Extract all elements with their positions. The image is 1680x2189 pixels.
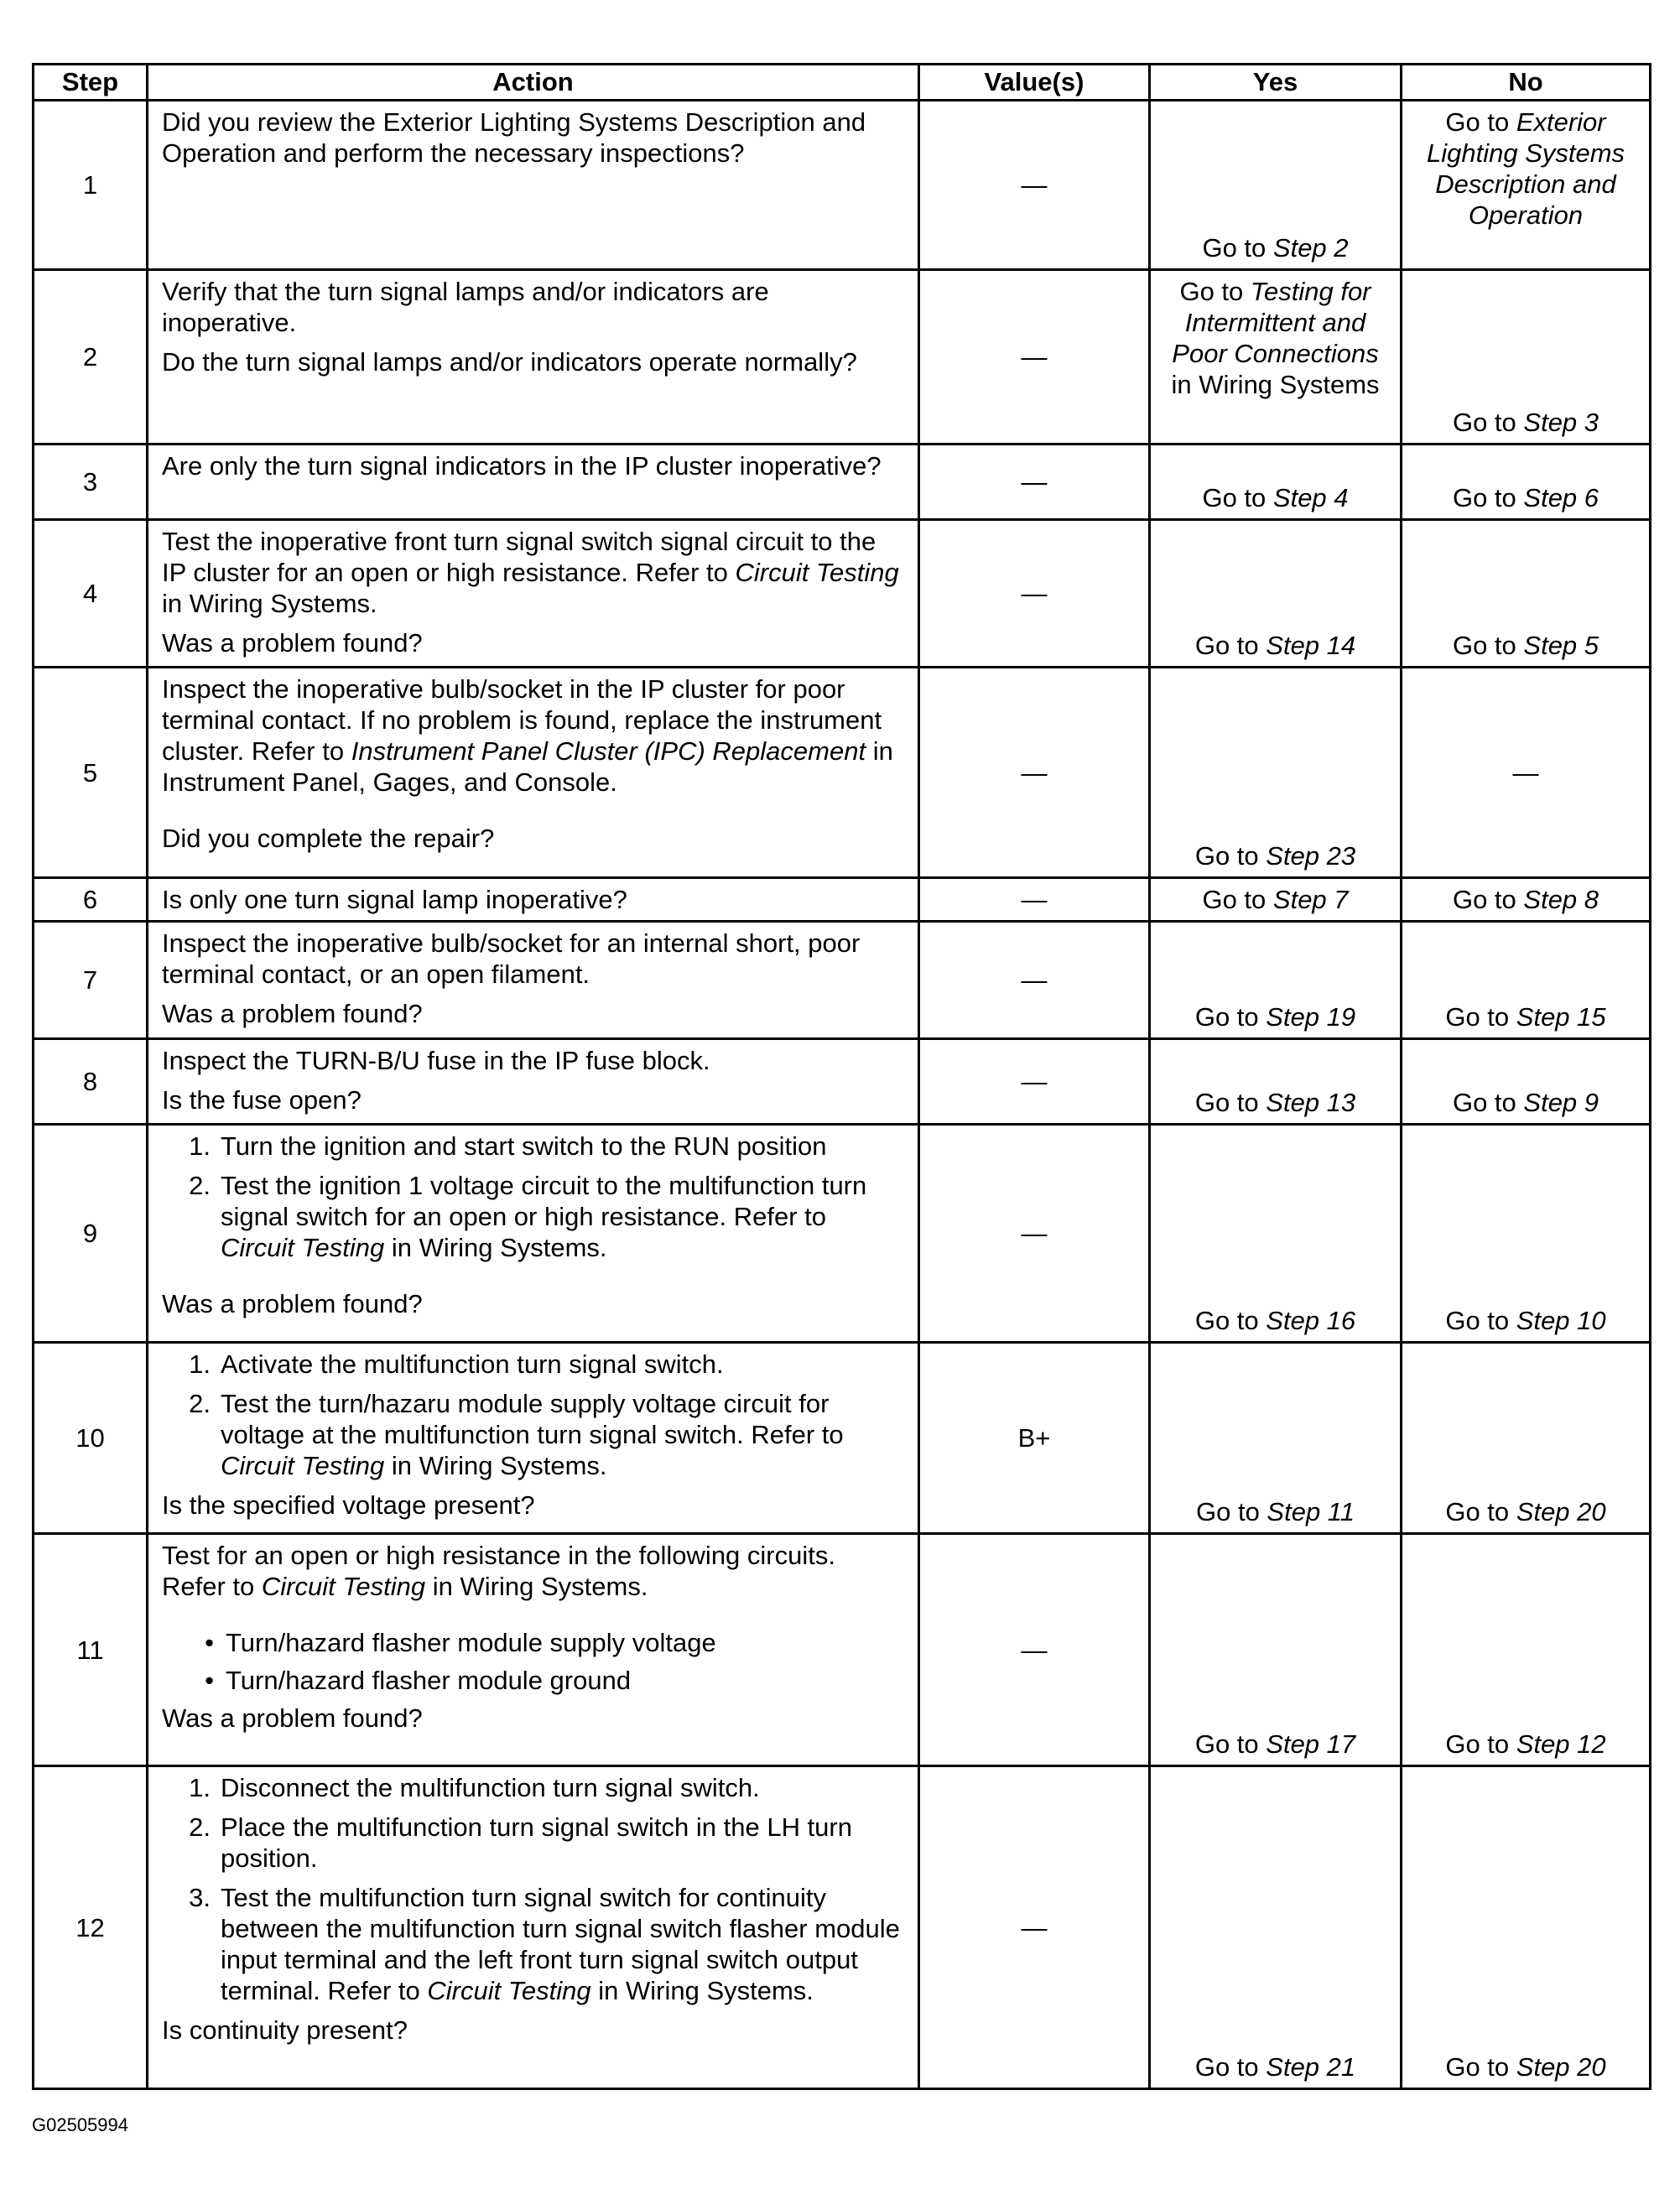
action-cell [148,1766,919,2089]
header-yes: Yes [1150,65,1402,101]
header-no: No [1402,65,1651,101]
step-number: 11 [34,1534,148,1766]
list-number: 1. [189,1773,211,1802]
list-text-part: in Wiring Systems. [590,1976,814,2005]
no-step-ref: Exterior Lighting Systems Description and Operation [1426,107,1625,230]
list-item [162,1772,904,1803]
list-number: 3. [189,1883,211,1912]
yes-cell [1150,1125,1402,1343]
diagnostic-table [32,63,1651,2090]
action-cell [148,668,919,878]
list-text: Turn the ignition and start switch to the RUN position [221,1131,827,1161]
no-prefix: Go to [1445,1306,1516,1335]
action-cell [148,1125,919,1343]
action-ref: Circuit Testing [735,558,899,587]
list-item [162,1627,904,1658]
table-row [34,668,1651,878]
value-cell: — [919,878,1150,922]
action-question: Was a problem found? [162,999,423,1028]
yes-cell [1150,520,1402,668]
no-step-ref: Step 8 [1523,885,1599,914]
no-prefix: Go to [1445,2052,1516,2082]
step-number: 7 [34,922,148,1039]
action-text: Inspect the TURN-B/U fuse in the IP fuse block. [162,1046,710,1075]
action-cell [148,922,919,1039]
yes-prefix: Go to [1202,885,1273,914]
no-prefix: Go to [1452,483,1524,512]
table-row [34,1343,1651,1534]
no-cell [1402,445,1651,520]
yes-cell [1150,1534,1402,1766]
list-text: Turn/hazard flasher module ground [226,1666,632,1695]
yes-step-ref: Step 7 [1272,885,1349,914]
no-step-ref: Step 5 [1523,631,1599,660]
value-cell: — [919,922,1150,1039]
no-cell [1402,1534,1651,1766]
value-cell: B+ [919,1343,1150,1534]
action-text: Are only the turn signal indicators in the IP cluster inoperative? [162,451,882,481]
yes-step-ref: Step 23 [1266,841,1356,871]
yes-cell [1150,922,1402,1039]
action-steps-list [162,1349,904,1481]
action-ref: Circuit Testing [261,1572,426,1601]
table-row [34,878,1651,922]
yes-step-ref: Step 21 [1266,2052,1356,2082]
no-step-ref: Step 20 [1516,1497,1606,1526]
yes-prefix: Go to [1202,483,1273,512]
action-question: Is continuity present? [162,2015,408,2045]
action-question: Was a problem found? [162,628,423,658]
action-cell [148,101,919,270]
action-question: Was a problem found? [162,1703,423,1733]
yes-cell [1150,1766,1402,2089]
yes-prefix: Go to [1194,631,1267,660]
step-number: 10 [34,1343,148,1534]
list-text-part: in Wiring Systems. [384,1451,607,1480]
step-number: 6 [34,878,148,922]
list-item [162,1170,904,1263]
bullet-list [162,1627,904,1696]
value-cell: — [919,101,1150,270]
action-text-part: Test for an open or high resistance in the following circuits. Refer to [162,1541,835,1601]
value-cell: — [919,520,1150,668]
list-ref: Circuit Testing [427,1976,591,2005]
no-prefix: Go to [1452,408,1524,437]
header-step: Step [34,65,148,101]
yes-step-ref: Step 14 [1266,631,1356,660]
yes-step-ref: Testing for Intermittent and Poor Connections [1172,277,1379,368]
action-cell: Is only one turn signal lamp inoperative? [148,878,919,922]
no-step-ref: Step 15 [1516,1002,1606,1032]
value-cell: — [919,1125,1150,1343]
list-text: Turn/hazard flasher module supply voltage [226,1628,716,1657]
yes-prefix: Go to [1179,277,1251,306]
no-step-ref: Step 12 [1516,1729,1606,1759]
list-item [162,1882,904,2006]
list-item [162,1665,904,1696]
yes-prefix: Go to [1194,1088,1267,1117]
list-number: 2. [189,1171,211,1200]
table-row [34,270,1651,445]
value-cell: — [919,1766,1150,2089]
list-text-part: Test the turn/hazaru module supply voltage circuit for voltage at the multifunction turn signal switch. Refer to [221,1389,844,1449]
table-row [34,1125,1651,1343]
value-cell: — [919,668,1150,878]
value-cell: — [919,270,1150,445]
list-number: 2. [189,1389,211,1418]
table-row [34,1766,1651,2089]
yes-step-ref: Step 13 [1266,1088,1356,1117]
action-text-part: in Instrument Panel, Gages, and Console. [162,736,893,797]
no-cell [1402,520,1651,668]
action-text: Inspect the inoperative bulb/socket for an internal short, poor terminal contact, or an open filament. [162,928,861,989]
action-cell [148,1343,919,1534]
no-cell [1402,1766,1651,2089]
yes-prefix: Go to [1194,1729,1267,1759]
table-row [34,922,1651,1039]
yes-step-ref: Step 11 [1267,1497,1355,1526]
yes-prefix: Go to [1194,841,1267,871]
yes-cell [1150,1343,1402,1534]
no-step-ref: Step 20 [1516,2052,1606,2082]
list-number: 1. [189,1349,211,1379]
table-row [34,445,1651,520]
action-cell [148,445,919,520]
no-cell [1402,1125,1651,1343]
step-number: 9 [34,1125,148,1343]
yes-prefix: Go to [1194,1002,1267,1032]
no-prefix: Go to [1445,107,1516,137]
list-text-part: in Wiring Systems. [384,1233,607,1262]
no-prefix: Go to [1452,885,1524,914]
list-item [162,1349,904,1380]
step-number: 5 [34,668,148,878]
action-text-part: in Wiring Systems. [425,1572,648,1601]
step-number: 4 [34,520,148,668]
no-step-ref: Step 3 [1523,408,1599,437]
action-question: Is the specified voltage present? [162,1490,535,1520]
table-row [34,1534,1651,1766]
step-number: 12 [34,1766,148,2089]
list-ref: Circuit Testing [221,1451,385,1480]
action-text [162,526,904,619]
list-number: 1. [189,1131,211,1161]
action-text-part: Test the inoperative front turn signal switch signal circuit to the IP cluster for an open or high resistance. Refer to [162,527,876,587]
action-steps-list [162,1131,904,1263]
bullet-icon: • [205,1666,214,1695]
yes-cell [1150,668,1402,878]
step-number: 3 [34,445,148,520]
no-prefix: Go to [1445,1497,1516,1526]
yes-step-ref: Step 2 [1272,233,1349,263]
action-question: Do the turn signal lamps and/or indicators operate normally? [162,347,857,377]
header-values: Value(s) [919,65,1150,101]
list-item [162,1812,904,1874]
no-step-ref: Step 10 [1516,1306,1606,1335]
value-cell: — [919,1039,1150,1125]
no-cell [1402,270,1651,445]
value-cell: — [919,1534,1150,1766]
yes-step-ref: Step 17 [1266,1729,1356,1759]
yes-cell [1150,445,1402,520]
action-cell [148,1039,919,1125]
list-text: Activate the multifunction turn signal switch. [221,1349,724,1379]
yes-cell [1150,878,1402,922]
action-text-part: in Wiring Systems. [162,589,377,618]
list-text [221,1170,904,1263]
no-cell [1402,922,1651,1039]
no-cell [1402,101,1651,270]
value-cell: — [919,445,1150,520]
list-ref: Circuit Testing [221,1233,385,1262]
action-question: Did you complete the repair? [162,824,495,853]
no-prefix: Go to [1452,1088,1524,1117]
yes-suffix: in Wiring Systems [1171,370,1380,399]
yes-prefix: Go to [1194,2052,1267,2082]
step-number: 1 [34,101,148,270]
yes-step-ref: Step 16 [1266,1306,1356,1335]
action-ref: Instrument Panel Cluster (IPC) Replacement [351,736,866,766]
figure-caption: G02505994 [32,2114,128,2135]
action-steps-list [162,1772,904,2006]
no-cell [1402,1039,1651,1125]
action-text: Verify that the turn signal lamps and/or indicators are inoperative. [162,277,769,337]
list-text-part: Test the ignition 1 voltage circuit to the multifunction turn signal switch for an open or high resistance. Refer to [221,1171,867,1231]
yes-cell [1150,270,1402,445]
action-text: Did you review the Exterior Lighting Systems Description and Operation and perform the necessary inspections? [162,107,866,168]
no-cell [1402,1343,1651,1534]
list-item [162,1388,904,1481]
table-row [34,520,1651,668]
no-prefix: Go to [1445,1002,1516,1032]
action-text [162,673,904,798]
no-step-ref: Step 6 [1523,483,1599,512]
list-text: Place the multifunction turn signal switch in the LH turn position. [221,1812,852,1873]
table-header-row [34,65,1651,101]
list-text [221,1882,904,2006]
yes-cell [1150,101,1402,270]
action-question: Is the fuse open? [162,1085,361,1115]
action-cell [148,270,919,445]
list-text-part: Test the multifunction turn signal switch for continuity between the multifunction turn signal switch flasher module input terminal and the left front turn signal switch output terminal. Refer to [221,1883,900,2005]
no-step-ref: Step 9 [1523,1088,1599,1117]
yes-prefix: Go to [1202,233,1273,263]
action-question: Was a problem found? [162,1289,423,1318]
list-text [221,1388,904,1481]
list-number: 2. [189,1812,211,1842]
yes-step-ref: Step 19 [1266,1002,1356,1032]
action-cell [148,1534,919,1766]
yes-prefix: Go to [1194,1306,1267,1335]
no-cell [1402,878,1651,922]
list-item [162,1131,904,1162]
table-row [34,1039,1651,1125]
yes-step-ref: Step 4 [1272,483,1349,512]
no-cell: — [1402,668,1651,878]
header-action: Action [148,65,919,101]
bullet-icon: • [205,1628,214,1657]
action-text-part: Inspect the inoperative bulb/socket in the IP cluster for poor terminal contact. If no problem is found, replace the instrument cluster. Refer to [162,674,882,766]
no-prefix: Go to [1452,631,1524,660]
no-prefix: Go to [1445,1729,1516,1759]
yes-cell [1150,1039,1402,1125]
list-text: Disconnect the multifunction turn signal switch. [221,1773,760,1802]
action-text [162,1540,904,1602]
table-row [34,101,1651,270]
step-number: 2 [34,270,148,445]
action-cell [148,520,919,668]
step-number: 8 [34,1039,148,1125]
yes-prefix: Go to [1195,1497,1267,1526]
